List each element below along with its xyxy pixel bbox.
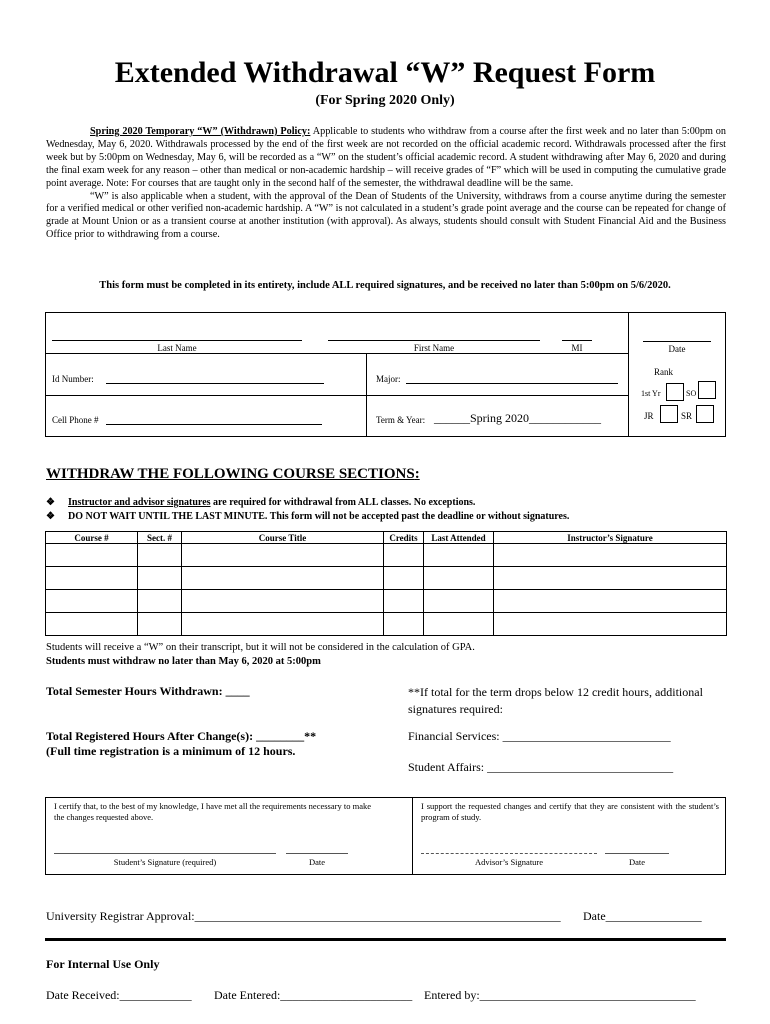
table-row <box>46 567 727 590</box>
total-hours-withdrawn[interactable]: Total Semester Hours Withdrawn: ____ <box>46 684 250 698</box>
course-number-cell[interactable] <box>46 567 138 590</box>
withdraw-deadline-note: Students must withdraw no later than May 6, 2020 at 5:00pm <box>46 656 321 667</box>
section-number-cell[interactable] <box>138 544 182 567</box>
course-title-cell[interactable] <box>182 590 384 613</box>
mi-input[interactable] <box>562 340 592 341</box>
advisor-signature-label: Advisor’s Signature <box>474 857 544 867</box>
advisor-date-label: Date <box>628 857 646 867</box>
section-number-cell[interactable] <box>138 590 182 613</box>
term-suffix: ____________ <box>529 411 602 425</box>
student-date-label: Date <box>308 857 326 867</box>
instructor-signature-cell[interactable] <box>494 567 727 590</box>
financial-services-signature[interactable]: Financial Services: ____________________________ <box>408 729 671 743</box>
column-section-number: Sect. # <box>138 532 182 544</box>
table-header-row <box>46 532 727 544</box>
date-label: Date <box>668 344 686 354</box>
column-credits: Credits <box>384 532 424 544</box>
policy-paragraph-1: Applicable to students who withdraw from a course after the first week and no later than 5:00pm on Wednesday, May 6, 2020. Withdrawals processed by the end of the first week are not recorded on the official academic record. Withdrawals processed after the first week but by 5:00pm on Wednesday, May 6, will be recorded as a “W” on the student’s official academic record. A student withdrawing after May 6, 2020 and during the final exam week for any reason – other than medical or non-academic hardship – will receive grades of “F” which will be used in computing the cumulative grade point average. Note: For courses that are taught only in the second half of the semester, the withdrawal deadline will be the same. <box>46 126 726 189</box>
last-attended-cell[interactable] <box>424 567 494 590</box>
course-number-cell[interactable] <box>46 613 138 636</box>
first-name-label: First Name <box>413 343 455 353</box>
gpa-note: Students will receive a “W” on their transcript, but it will not be considered in the calculation of GPA. <box>46 642 475 653</box>
course-sections-heading <box>46 466 420 483</box>
registrar-approval[interactable]: University Registrar Approval:_____________________________________________________________ <box>46 909 561 923</box>
course-title-cell[interactable] <box>182 613 384 636</box>
bullet-deadline <box>46 511 569 522</box>
advisor-certification-text: I support the requested changes and certify that they are consistent with the student’s program of study. <box>421 801 719 822</box>
student-certification-text: I certify that, to the best of my knowledge, I have met all the requirements necessary to make the changes requested above. <box>54 801 371 822</box>
registrar-date[interactable]: Date________________ <box>583 909 702 923</box>
id-number-input[interactable] <box>106 383 324 384</box>
id-number-label: Id Number: <box>52 374 94 384</box>
term-year-label: Term & Year: <box>376 415 426 425</box>
section-number-cell[interactable] <box>138 613 182 636</box>
cell-phone-label: Cell Phone # <box>52 415 99 425</box>
total-registered-hours[interactable]: Total Registered Hours After Change(s): ________** <box>46 729 317 743</box>
course-title-cell[interactable] <box>182 567 384 590</box>
advisor-certification-box <box>412 797 726 875</box>
last-attended-cell[interactable] <box>424 613 494 636</box>
bullet-signatures-text: are required for withdrawal from ALL classes. No exceptions. <box>210 497 476 508</box>
date-received-field[interactable]: Date Received:____________ <box>46 988 192 1002</box>
student-signature-line[interactable] <box>54 853 276 854</box>
course-title-cell[interactable] <box>182 544 384 567</box>
section-number-cell[interactable] <box>138 567 182 590</box>
column-course-number: Course # <box>46 532 138 544</box>
mi-label: MI <box>571 343 583 353</box>
student-signature-label: Student’s Signature (required) <box>113 857 217 867</box>
policy-text <box>46 126 726 242</box>
row-divider-2 <box>46 395 628 396</box>
diamond-bullet-icon: ❖ <box>46 511 55 522</box>
instructor-signature-cell[interactable] <box>494 613 727 636</box>
advisor-signature-line[interactable] <box>421 853 597 854</box>
rank-sr-checkbox[interactable] <box>696 405 714 423</box>
student-info-box <box>45 312 726 437</box>
date-entered-field[interactable]: Date Entered:______________________ <box>214 988 413 1002</box>
table-row <box>46 544 727 567</box>
last-name-input[interactable] <box>52 340 302 341</box>
course-sections-heading-colon: : <box>414 466 420 482</box>
column-instructor-signature: Instructor’s Signature <box>494 532 727 544</box>
course-table <box>45 531 727 636</box>
last-attended-cell[interactable] <box>424 544 494 567</box>
credits-cell[interactable] <box>384 567 424 590</box>
term-year-field[interactable] <box>434 411 601 426</box>
major-input[interactable] <box>406 383 618 384</box>
drop-below-note: **If total for the term drops below 12 credit hours, additional signatures required: <box>408 685 703 716</box>
entered-by-field[interactable]: Entered by:____________________________________ <box>424 988 696 1002</box>
internal-use-heading: For Internal Use Only <box>46 957 160 971</box>
first-name-input[interactable] <box>328 340 540 341</box>
credits-cell[interactable] <box>384 544 424 567</box>
rank-first-yr-checkbox[interactable] <box>666 383 684 401</box>
table-row <box>46 590 727 613</box>
last-name-label: Last Name <box>157 343 197 353</box>
major-label: Major: <box>376 374 401 384</box>
course-number-cell[interactable] <box>46 590 138 613</box>
last-attended-cell[interactable] <box>424 590 494 613</box>
instructor-signature-cell[interactable] <box>494 544 727 567</box>
column-course-title: Course Title <box>182 532 384 544</box>
form-subtitle: (For Spring 2020 Only) <box>315 93 455 108</box>
rank-first-yr-label: 1st Yr <box>641 389 661 398</box>
bullet-signatures-emphasis: Instructor and advisor signatures <box>68 497 211 508</box>
full-time-note: (Full time registration is a minimum of 12 hours. <box>46 744 296 758</box>
bullet-deadline-text: DO NOT WAIT UNTIL THE LAST MINUTE. This form will not be accepted past the deadline or without signatures. <box>68 511 570 522</box>
student-date-line[interactable] <box>286 853 348 854</box>
date-input[interactable] <box>643 341 711 342</box>
course-sections-heading-text: WITHDRAW THE FOLLOWING COURSE SECTIONS <box>46 466 415 482</box>
term-prefix: ______ <box>434 411 470 425</box>
student-certification-box <box>45 797 413 875</box>
diamond-bullet-icon: ❖ <box>46 497 55 508</box>
rank-sr-label: SR <box>681 411 693 421</box>
credits-cell[interactable] <box>384 613 424 636</box>
column-last-attended: Last Attended <box>424 532 494 544</box>
rank-jr-label: JR <box>644 411 654 421</box>
table-row <box>46 613 727 636</box>
rank-label: Rank <box>654 367 673 377</box>
advisor-date-line[interactable] <box>605 853 669 854</box>
bullet-signatures <box>46 497 475 508</box>
date-rank-divider <box>628 313 629 436</box>
policy-name: Spring 2020 Temporary “W” (Withdrawn) Policy: <box>90 126 311 137</box>
student-affairs-signature[interactable]: Student Affairs: _______________________________ <box>408 760 674 774</box>
cell-phone-input[interactable] <box>106 424 322 425</box>
form-title: Extended Withdrawal “W” Request Form <box>114 56 656 89</box>
rank-jr-checkbox[interactable] <box>660 405 678 423</box>
rank-so-checkbox[interactable] <box>698 381 716 399</box>
instructor-signature-cell[interactable] <box>494 590 727 613</box>
rank-so-label: SO <box>686 389 697 398</box>
term-year-value: Spring 2020 <box>470 411 530 425</box>
policy-paragraph-2: “W” is also applicable when a student, with the approval of the Dean of Students of the University, withdraws from a course anytime during the semester for a verified medical or other verified non-academic hardship. A “W” is not calculated in a student’s grade point average and the course can be repeated for change of grade at Mount Union or as a transient course at another institution (with approval). As always, students should consult with Student Financial Aid and the Business Office prior to withdrawing from a course. <box>46 190 726 241</box>
row-divider-1 <box>46 353 628 354</box>
course-number-cell[interactable] <box>46 544 138 567</box>
internal-divider <box>45 938 726 941</box>
deadline-notice: This form must be completed in its entirety, include ALL required signatures, and be received no later than 5:00pm on 5/6/2020. <box>99 280 671 291</box>
credits-cell[interactable] <box>384 590 424 613</box>
